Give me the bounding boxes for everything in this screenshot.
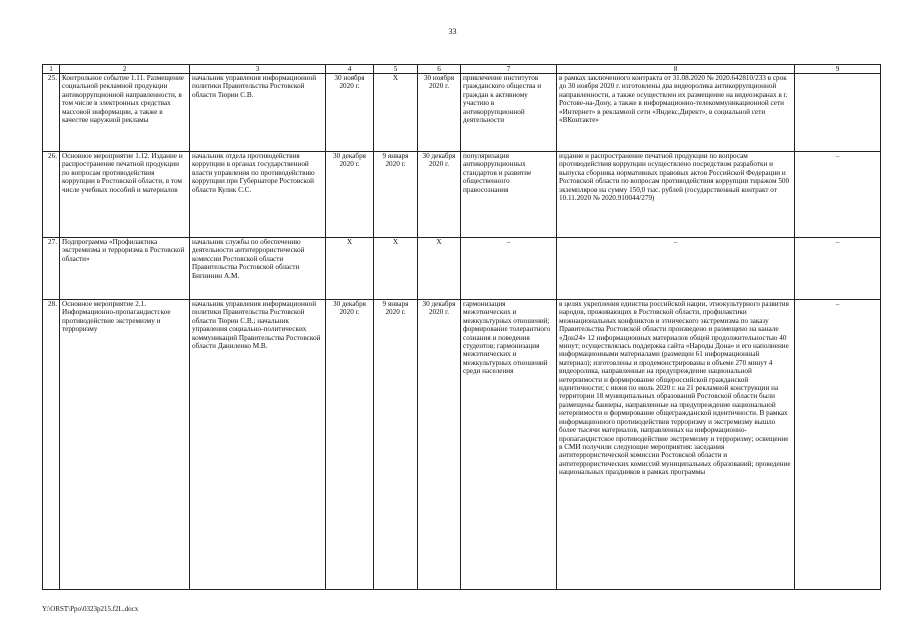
col-header-9: 9 bbox=[795, 65, 881, 74]
row-reasons: – bbox=[795, 238, 881, 300]
row-event-name: Основное мероприятие 2.1. Информационно-пропагандистское противодействие экстремизму и терроризму bbox=[60, 300, 190, 590]
table-row bbox=[43, 74, 881, 152]
col-header-6: 6 bbox=[418, 65, 461, 74]
col-header-2: 2 bbox=[60, 65, 190, 74]
column-number-row bbox=[43, 65, 881, 74]
col-header-5: 5 bbox=[374, 65, 418, 74]
row-number: 25. bbox=[43, 74, 60, 152]
row-actual-result: – bbox=[557, 238, 795, 300]
page-number: 33 bbox=[448, 27, 457, 36]
row-actual-result: в рамках заключенного контракта от 31.08.2020 № 2020.642810/233 в срок до 30 ноября 2020 г. изготовлены два видеоролика антикоррупционной направленности, а также осуществлен их размещение на видеоэкранах в г. Ростове-на-Дону, а также в информационно-телекоммуникационной сети «Интернет» в рекламной сети «Яндекс.Директ», в социальной сети «ВКонтакте» bbox=[557, 74, 795, 152]
row-planned-result: – bbox=[461, 238, 557, 300]
row-number: 28. bbox=[43, 300, 60, 590]
row-planned-result: привлечение институтов гражданского общества и граждан к активному участию в антикоррупционной деятельности bbox=[461, 74, 557, 152]
col-header-7: 7 bbox=[461, 65, 557, 74]
table-row bbox=[43, 238, 881, 300]
col-header-8: 8 bbox=[557, 65, 795, 74]
row-responsible: начальник отдела противодействия коррупции в органах государственной власти управления по противодействию коррупции при Губернаторе Ростовской области Кулик С.С. bbox=[190, 152, 326, 238]
row-start-date: X bbox=[374, 238, 418, 300]
row-end-date: X bbox=[418, 238, 461, 300]
row-planned-result: популяризация антикоррупционных стандартов и развитие общественного правосознания bbox=[461, 152, 557, 238]
row-number: 26. bbox=[43, 152, 60, 238]
row-actual-result: издание и распространение печатной продукции по вопросам противодействия коррупции осуществлено посредством разработки и выпуска сборника нормативных правовых актов Российской Федерации и Ростовской области по вопросам противодействия коррупции тиражом 500 экземпляров на сумму 150,0 тыс. рублей (государственный контракт от 10.11.2020 № 2020.910044/279) bbox=[557, 152, 795, 238]
row-reasons: – bbox=[795, 300, 881, 590]
row-event-name: Контрольное событие 1.11. Размещение социальной рекламной продукции антикоррупционной направленности, в том числе в электронных средствах массовой информации, а также в качестве наружной рекламы bbox=[60, 74, 190, 152]
row-start-date: 9 января 2020 г. bbox=[374, 300, 418, 590]
row-responsible: начальник управления информационной политики Правительства Ростовской области Тюрин С.В.; начальник управления социально-политических коммуникаций Правительства Ростовской области Даниленко М.В. bbox=[190, 300, 326, 590]
row-plan-date: 30 декабря 2020 г. bbox=[326, 300, 374, 590]
table-row bbox=[43, 300, 881, 590]
table-row bbox=[43, 152, 881, 238]
row-actual-result: в целях укрепления единства российской нации, этнокультурного развития народов, проживающих в Ростовской области, профилактики межнациональных конфликтов и этнического экстремизма по заказу Правительства Ростовской области произведено и размещено на канале «Дон24» 12 информационных материалов общей продолжительностью 40 минут; осуществлялась поддержка сайта «Народы Дона» и его наполнение информационными материалами (размещен 61 информационный материал); изготовлены и продемонстрированы в объеме 270 минут 4 видеоролика, направленные на предупреждение национальной нетерпимости и формирование общероссийской гражданской идентичности; с июня по июль 2020 г. на 21 рекламной конструкции на территории 18 муниципальных образований Ростовской области были размещены баннеры, направленные на предупреждение национальной нетерпимости и формирование общегражданской идентичности. В рамках информационного противодействия терроризму и экстремизму вышло более тысячи материалов, направленных на информационно-пропагандистское противодействие экстремизму и терроризму; освещение в СМИ получили следующие мероприятия: заседания антитеррористической комиссии Ростовской области и антитеррористических комиссий муниципальных образований; проведение национальных праздников в рамках программы bbox=[557, 300, 795, 590]
col-header-4: 4 bbox=[326, 65, 374, 74]
col-header-1: 1 bbox=[43, 65, 60, 74]
row-event-name: Основное мероприятие 1.12. Издание и распространение печатной продукции по вопросам противодействия коррупции в Ростовской области, в том числе учебных пособий и материалов bbox=[60, 152, 190, 238]
row-plan-date: X bbox=[326, 238, 374, 300]
row-reasons: – bbox=[795, 152, 881, 238]
row-start-date: X bbox=[374, 74, 418, 152]
report-table bbox=[42, 64, 881, 590]
row-plan-date: 30 декабря 2020 г. bbox=[326, 152, 374, 238]
row-planned-result: гармонизация межэтнических и межкультурных отношений; формирование толерантного сознания и поведения студентов; гармонизация межэтнических и межкультурных отношений среди населения bbox=[461, 300, 557, 590]
row-responsible: начальник службы по обеспечению деятельности антитеррористической комиссии Ростовской области Правительства Ростовской области Бигнинин А.М. bbox=[190, 238, 326, 300]
row-end-date: 30 декабря 2020 г. bbox=[418, 152, 461, 238]
file-path-footer: Y:\ORST\Ppo\0323p215.f2L.docx bbox=[42, 605, 139, 613]
col-header-3: 3 bbox=[190, 65, 326, 74]
row-event-name: Подпрограмма «Профилактика экстремизма и терроризма в Ростовской области» bbox=[60, 238, 190, 300]
row-end-date: 30 ноября 2020 г. bbox=[418, 74, 461, 152]
row-responsible: начальник управления информационной политики Правительства Ростовской области Тюрин С.В. bbox=[190, 74, 326, 152]
row-number: 27. bbox=[43, 238, 60, 300]
row-reasons bbox=[795, 74, 881, 152]
row-plan-date: 30 ноября 2020 г. bbox=[326, 74, 374, 152]
row-end-date: 30 декабря 2020 г. bbox=[418, 300, 461, 590]
row-start-date: 9 января 2020 г. bbox=[374, 152, 418, 238]
